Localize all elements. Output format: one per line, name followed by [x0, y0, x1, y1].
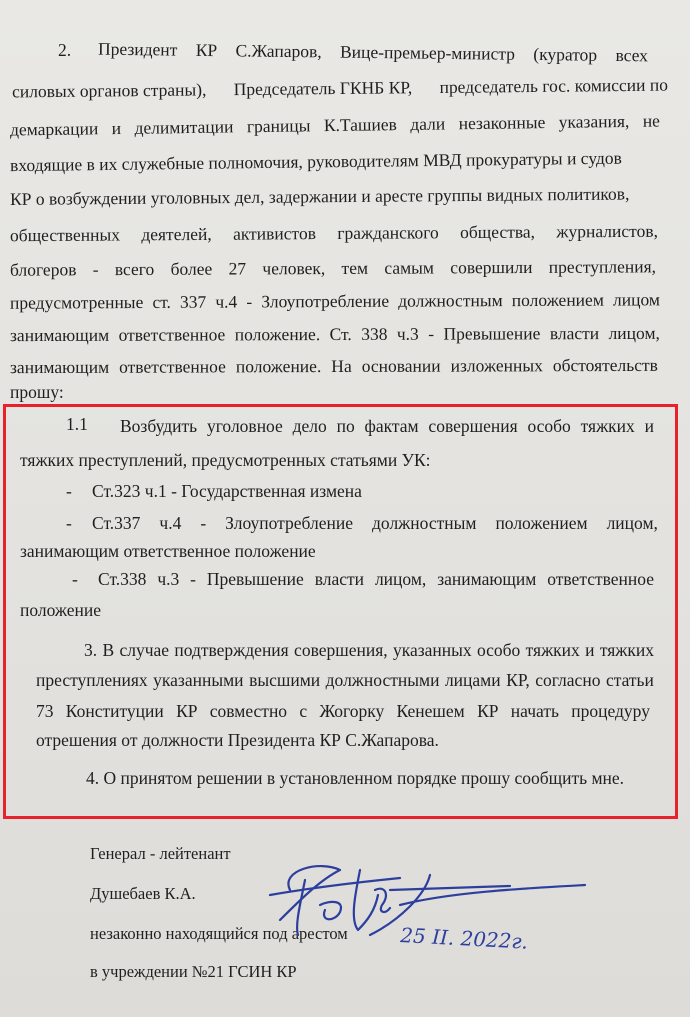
item-number: 1.1: [66, 414, 88, 434]
text-line: отрешения от должности Президента КР С.Жапарова.: [36, 730, 439, 750]
text-line: силовых органов страны), Председатель ГКНБ КР, председатель гос. комиссии по: [11, 74, 669, 102]
signer-institution: в учреждении №21 ГСИН КР: [90, 962, 297, 981]
paragraph-number: 2.: [58, 40, 72, 60]
list-dash: -: [66, 481, 72, 501]
signer-status: незаконно находящийся под арестом: [90, 924, 348, 943]
text-line: преступлениях указанными высшими должностными лицами КР, согласно статьи: [36, 670, 654, 690]
article-337: Ст.337 ч.4 - Злоупотребление должностным положением лицом,: [92, 513, 658, 533]
list-dash: -: [72, 569, 78, 589]
text-line: Возбудить уголовное дело по фактам совершения особо тяжких и: [120, 416, 654, 436]
text-line: демаркации и делимитации границы К.Ташиев дали незаконные указания, не: [9, 110, 661, 140]
article-323: Ст.323 ч.1 - Государственная измена: [92, 481, 362, 501]
list-dash: -: [66, 513, 72, 533]
text-line: занимающим ответственное положение. На основании изложенных обстоятельств: [9, 354, 658, 378]
text-line: 73 Конституции КР совместно с Жогорку Кенешем КР начать процедуру: [36, 701, 650, 721]
text-line: занимающим ответственное положение: [20, 541, 316, 561]
text-line: предусмотренные ст. 337 ч.4 - Злоупотребление должностным положением лицом: [9, 289, 660, 313]
text-line: КР о возбуждении уголовных дел, задержании и аресте группы видных политиков,: [9, 183, 630, 209]
text-line: прошу:: [10, 382, 64, 402]
text-line: блогеров - всего более 27 человек, тем самым совершили преступления,: [9, 256, 657, 280]
text-line: занимающим ответственное положение. Ст. 338 ч.3 - Превышение власти лицом,: [9, 322, 660, 346]
signer-name: Душебаев К.А.: [90, 884, 196, 903]
handwritten-signature: [250, 850, 590, 960]
signer-rank: Генерал - лейтенант: [90, 844, 231, 863]
article-338: Ст.338 ч.3 - Превышение власти лицом, занимающим ответственное: [98, 569, 654, 589]
item-4: 4. О принятом решении в установленном порядке прошу сообщить мне.: [86, 768, 625, 788]
text-line: тяжких преступлений, предусмотренных статьями УК:: [20, 450, 431, 470]
text-line: общественных деятелей, активистов гражданского общества, журналистов,: [9, 220, 658, 246]
text-line: положение: [20, 600, 102, 620]
handwritten-date: 25 II. 2022г.: [399, 923, 529, 954]
text-line: Президент КР С.Жапаров, Вице-премьер-министр (куратор всех: [97, 38, 649, 66]
item-3: 3. В случае подтверждения совершения, указанных особо тяжких и тяжких: [84, 640, 654, 660]
text-line: входящие в их служебные полномочия, руководителям МВД прокуратуры и судов: [9, 147, 622, 176]
